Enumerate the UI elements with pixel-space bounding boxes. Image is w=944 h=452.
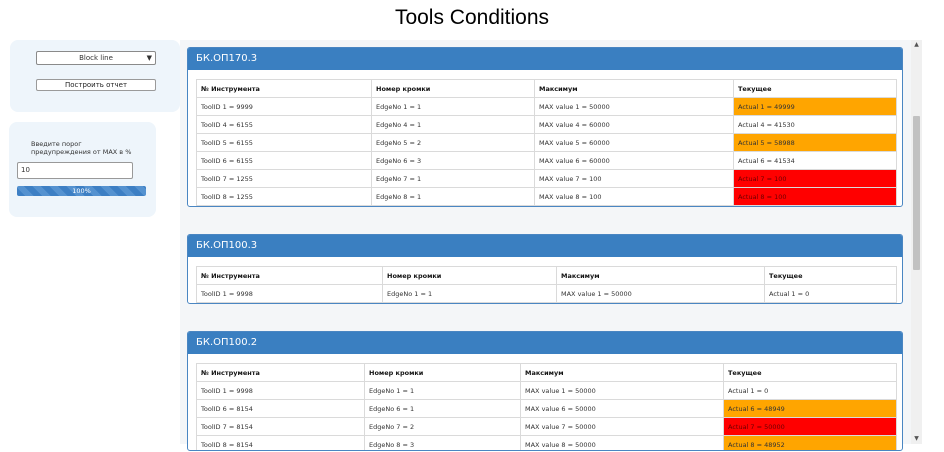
tool-cell: ToolID 8 = 8154 (197, 436, 365, 452)
card-title: БК.ОП100.2 (188, 332, 902, 354)
col-actual-header: Текущее (765, 267, 897, 285)
actual-cell: Actual 8 = 100 (734, 188, 897, 206)
card-title: БК.ОП100.3 (188, 235, 902, 257)
card-op170-3 (187, 47, 903, 207)
col-actual-header: Текущее (734, 80, 897, 98)
max-cell: MAX value 1 = 50000 (557, 285, 765, 303)
edge-cell: EdgeNo 8 = 3 (365, 436, 521, 452)
actual-cell: Actual 6 = 41534 (734, 152, 897, 170)
edge-cell: EdgeNo 7 = 1 (372, 170, 535, 188)
card-title: БК.ОП170.3 (188, 48, 902, 70)
col-edge-header: Номер кромки (372, 80, 535, 98)
max-cell: MAX value 5 = 60000 (535, 134, 734, 152)
max-cell: MAX value 1 = 50000 (521, 382, 724, 400)
tool-cell: ToolID 4 = 6155 (197, 116, 372, 134)
tool-cell: ToolID 5 = 6155 (197, 134, 372, 152)
scroll-down-icon[interactable]: ▼ (914, 435, 919, 442)
actual-cell: Actual 6 = 48949 (724, 400, 897, 418)
table-row (197, 98, 897, 116)
threshold-input[interactable]: 10 (17, 162, 133, 179)
tool-cell: ToolID 6 = 8154 (197, 400, 365, 418)
chevron-down-icon: ▼ (146, 54, 152, 62)
scrollbar[interactable] (911, 40, 922, 444)
edge-cell: EdgeNo 8 = 1 (372, 188, 535, 206)
threshold-label: Введите порог предупреждения от MAX в % (31, 140, 132, 156)
tool-cell: ToolID 1 = 9998 (197, 285, 383, 303)
tool-cell: ToolID 8 = 1255 (197, 188, 372, 206)
tools-table (196, 266, 897, 303)
actual-cell: Actual 1 = 0 (765, 285, 897, 303)
edge-cell: EdgeNo 1 = 1 (372, 98, 535, 116)
col-max-header: Максимум (521, 364, 724, 382)
col-tool-header: № Инструмента (197, 364, 365, 382)
table-row (197, 170, 897, 188)
actual-cell: Actual 5 = 58988 (734, 134, 897, 152)
tools-table (196, 79, 897, 206)
table-row (197, 418, 897, 436)
actual-cell: Actual 1 = 49999 (734, 98, 897, 116)
max-cell: MAX value 6 = 50000 (521, 400, 724, 418)
edge-cell: EdgeNo 4 = 1 (372, 116, 535, 134)
line-select-value: Block line (79, 54, 113, 62)
tool-cell: ToolID 7 = 8154 (197, 418, 365, 436)
actual-cell: Actual 1 = 0 (724, 382, 897, 400)
table-header-row (197, 364, 897, 382)
max-cell: MAX value 7 = 50000 (521, 418, 724, 436)
edge-cell: EdgeNo 1 = 1 (365, 382, 521, 400)
col-edge-header: Номер кромки (383, 267, 557, 285)
col-actual-header: Текущее (724, 364, 897, 382)
edge-cell: EdgeNo 6 = 3 (372, 152, 535, 170)
table-row (197, 152, 897, 170)
tool-cell: ToolID 1 = 9998 (197, 382, 365, 400)
table-header-row (197, 267, 897, 285)
progress-bar (17, 186, 146, 196)
edge-cell: EdgeNo 7 = 2 (365, 418, 521, 436)
progress-text: 100% (72, 187, 91, 195)
table-row (197, 436, 897, 452)
build-report-button[interactable]: Построить отчет (36, 79, 156, 91)
tool-cell: ToolID 7 = 1255 (197, 170, 372, 188)
max-cell: MAX value 6 = 60000 (535, 152, 734, 170)
table-row (197, 400, 897, 418)
edge-cell: EdgeNo 6 = 1 (365, 400, 521, 418)
actual-cell: Actual 4 = 41530 (734, 116, 897, 134)
col-tool-header: № Инструмента (197, 80, 372, 98)
table-row (197, 188, 897, 206)
page-title: Tools Conditions (394, 6, 550, 29)
card-op100-3 (187, 234, 903, 304)
col-max-header: Максимум (535, 80, 734, 98)
table-row (197, 382, 897, 400)
max-cell: MAX value 8 = 100 (535, 188, 734, 206)
tool-cell: ToolID 6 = 6155 (197, 152, 372, 170)
edge-cell: EdgeNo 1 = 1 (383, 285, 557, 303)
scroll-up-icon[interactable]: ▲ (914, 41, 919, 48)
actual-cell: Actual 7 = 50000 (724, 418, 897, 436)
table-row (197, 134, 897, 152)
actual-cell: Actual 7 = 100 (734, 170, 897, 188)
table-header-row (197, 80, 897, 98)
tool-cell: ToolID 1 = 9999 (197, 98, 372, 116)
max-cell: MAX value 8 = 50000 (521, 436, 724, 452)
table-row (197, 116, 897, 134)
col-tool-header: № Инструмента (197, 267, 383, 285)
actual-cell: Actual 8 = 48952 (724, 436, 897, 452)
scroll-thumb[interactable] (913, 116, 920, 270)
card-op100-2 (187, 331, 903, 451)
col-edge-header: Номер кромки (365, 364, 521, 382)
tools-table (196, 363, 897, 451)
edge-cell: EdgeNo 5 = 2 (372, 134, 535, 152)
max-cell: MAX value 4 = 60000 (535, 116, 734, 134)
max-cell: MAX value 7 = 100 (535, 170, 734, 188)
table-row (197, 285, 897, 303)
col-max-header: Максимум (557, 267, 765, 285)
max-cell: MAX value 1 = 50000 (535, 98, 734, 116)
line-select[interactable] (36, 51, 156, 65)
